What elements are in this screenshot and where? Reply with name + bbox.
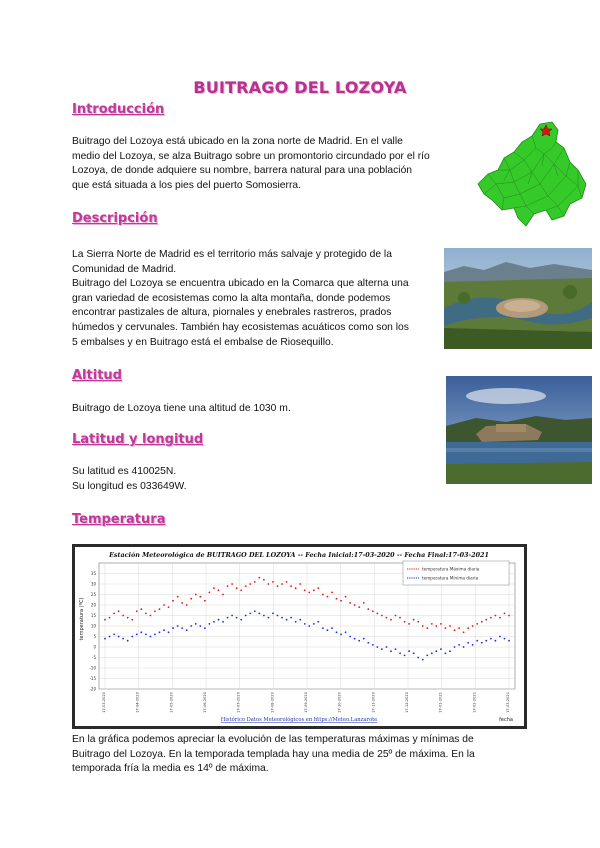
chart-point-max <box>277 585 279 587</box>
chart-point-max <box>340 600 342 602</box>
chart-legend <box>403 561 509 585</box>
chart-point-min <box>327 629 329 631</box>
chart-x-tick-label: 17-07-2020 <box>236 692 241 713</box>
chart-point-max <box>222 594 224 596</box>
chart-point-max <box>304 589 306 591</box>
chart-point-min <box>413 652 415 654</box>
text-line: temporada fría la media es 14º de máxima. <box>72 763 269 775</box>
temperature-chart <box>72 544 527 729</box>
chart-title: Estación Meteorológica de BUITRAGO DEL LOZOYA -- Fecha Inicial:17-03-2020 -- Fecha Final:17-03-2021 <box>109 551 489 559</box>
chart-point-max <box>386 617 388 619</box>
chart-point-min <box>163 629 165 631</box>
chart-point-max <box>376 613 378 615</box>
reservoir-castle-photo <box>446 376 592 484</box>
chart-point-max <box>177 596 179 598</box>
chart-x-tick-label: 17-11-2020 <box>371 692 376 713</box>
chart-point-max <box>245 585 247 587</box>
chart-y-tick-label: -10 <box>89 665 96 671</box>
chart-point-max <box>345 596 347 598</box>
heading-altitud: Altitud <box>72 368 122 383</box>
chart-point-max <box>136 610 138 612</box>
chart-point-min <box>435 650 437 652</box>
chart-point-min <box>449 650 451 652</box>
chart-legend-label: temperatura Mínima diaria <box>422 575 479 581</box>
chart-point-max <box>490 617 492 619</box>
chart-point-min <box>277 615 279 617</box>
chart-point-min <box>358 640 360 642</box>
chart-point-max <box>354 604 356 606</box>
heading-temperatura: Temperatura <box>72 512 166 527</box>
chart-x-tick-label: 17-09-2020 <box>304 692 308 713</box>
chart-point-max <box>149 615 151 617</box>
chart-point-max <box>258 577 260 579</box>
chart-point-max <box>290 585 292 587</box>
chart-point-min <box>113 634 115 636</box>
chart-point-min <box>272 613 274 615</box>
chart-point-max <box>358 606 360 608</box>
chart-point-min <box>286 619 288 621</box>
chart-point-min <box>240 619 242 621</box>
chart-point-min <box>440 648 442 650</box>
chart-point-max <box>131 619 133 621</box>
chart-point-min <box>399 652 401 654</box>
chart-point-max <box>472 625 474 627</box>
chart-point-max <box>399 617 401 619</box>
chart-x-tick-label: 17-02-2021 <box>472 692 477 713</box>
chart-point-max <box>317 587 319 589</box>
chart-point-min <box>481 642 483 644</box>
chart-point-max <box>313 589 315 591</box>
chart-source-link[interactable]: Histórico Datos Meteorológicos en https://Meteo.Lanzarote <box>220 717 378 723</box>
chart-point-min <box>445 652 447 654</box>
chart-point-min <box>122 638 124 640</box>
chart-point-max <box>268 583 270 585</box>
text-line: que está situada a los pies del puerto Somosierra. <box>72 179 301 191</box>
chart-point-min <box>317 621 319 623</box>
chart-point-max <box>254 581 256 583</box>
chart-point-max <box>140 608 142 610</box>
chart-point-min <box>249 613 251 615</box>
chart-point-max <box>249 583 251 585</box>
text-line: Comunidad de Madrid. <box>72 263 177 275</box>
chart-point-max <box>390 619 392 621</box>
chart-point-min <box>313 623 315 625</box>
text-line: Buitrago de Lozoya tiene una altitud de 1030 m. <box>72 403 291 414</box>
chart-point-max <box>186 604 188 606</box>
heading-descripcion: Descripción <box>72 211 158 226</box>
chart-point-min <box>304 623 306 625</box>
chart-point-max <box>463 631 465 633</box>
chart-point-max <box>240 589 242 591</box>
chart-point-max <box>336 598 338 600</box>
chart-x-tick-label: 17-06-2020 <box>203 692 207 713</box>
chart-point-max <box>118 610 120 612</box>
chart-point-min <box>494 640 496 642</box>
chart-point-min <box>376 646 378 648</box>
chart-point-max <box>195 594 197 596</box>
heading-introduccion: Introducción <box>72 102 165 117</box>
chart-point-max <box>445 627 447 629</box>
chart-point-max <box>163 604 165 606</box>
chart-point-min <box>209 623 211 625</box>
chart-point-min <box>472 644 474 646</box>
chart-point-max <box>286 581 288 583</box>
chart-y-tick-label: -20 <box>89 686 96 692</box>
chart-point-max <box>236 587 238 589</box>
chart-point-min <box>386 646 388 648</box>
chart-point-max <box>145 613 147 615</box>
chart-point-min <box>322 627 324 629</box>
chart-point-min <box>227 617 229 619</box>
chart-point-max <box>299 583 301 585</box>
chart-point-min <box>140 631 142 633</box>
chart-x-tick-label: 17-08-2020 <box>270 692 275 713</box>
chart-point-max <box>408 623 410 625</box>
chart-point-max <box>426 627 428 629</box>
chart-point-min <box>467 642 469 644</box>
chart-y-tick-label: 0 <box>93 644 96 650</box>
chart-point-min <box>231 615 233 617</box>
chart-point-max <box>440 623 442 625</box>
chart-point-max <box>218 589 220 591</box>
paragraph-descripcion <box>72 248 409 350</box>
chart-x-tick-label: 17-12-2020 <box>405 692 409 713</box>
chart-point-min <box>381 648 383 650</box>
chart-point-min <box>281 617 283 619</box>
chart-point-max <box>481 621 483 623</box>
chart-legend-label: temperatura Máxima diaria <box>422 566 480 572</box>
chart-x-tick-label: 17-04-2020 <box>135 692 140 713</box>
chart-point-min <box>417 657 419 659</box>
text-line: encontrar pastizales de altura, piornales y enebrales rastreros, prados <box>72 307 392 319</box>
chart-point-min <box>404 655 406 657</box>
chart-point-max <box>422 625 424 627</box>
chart-point-max <box>113 613 115 615</box>
chart-point-min <box>476 640 478 642</box>
text-line: La Sierra Norte de Madrid es el territorio más salvaje y protegido de la <box>72 249 392 260</box>
text-line: En la gráfica podemos apreciar la evolución de las temperaturas máximas y mínimas de <box>72 734 474 745</box>
text-line: Buitrago del Lozoya está ubicado en la zona norte de Madrid. En el valle <box>72 136 403 147</box>
chart-y-tick-label: 25 <box>90 592 96 597</box>
chart-y-axis-label: temperatura (ºC) <box>79 597 85 641</box>
chart-point-min <box>422 659 424 661</box>
chart-point-max <box>458 627 460 629</box>
chart-point-max <box>372 610 374 612</box>
chart-point-max <box>281 583 283 585</box>
chart-point-min <box>345 631 347 633</box>
chart-point-max <box>363 602 365 604</box>
chart-point-min <box>349 636 351 638</box>
chart-point-min <box>190 625 192 627</box>
chart-y-tick-label: 30 <box>90 581 96 587</box>
chart-point-max <box>499 617 501 619</box>
chart-point-max <box>181 602 183 604</box>
chart-point-min <box>145 634 147 636</box>
chart-point-max <box>349 602 351 604</box>
chart-point-min <box>331 627 333 629</box>
chart-point-max <box>209 592 211 594</box>
chart-point-max <box>109 617 111 619</box>
chart-point-max <box>159 608 161 610</box>
chart-point-min <box>336 631 338 633</box>
chart-point-max <box>504 613 506 615</box>
chart-point-max <box>168 606 170 608</box>
chart-x-axis-label: fecha <box>499 717 513 723</box>
chart-point-max <box>231 583 233 585</box>
chart-point-max <box>508 615 510 617</box>
paragraph-latitud-longitud <box>72 465 187 494</box>
chart-point-min <box>159 631 161 633</box>
text-line: Lozoya, de donde adquiere su nombre, barrera natural para una población <box>72 165 413 177</box>
chart-point-max <box>381 615 383 617</box>
chart-y-tick-label: 15 <box>90 613 96 618</box>
chart-x-tick-label: 17-10-2020 <box>337 692 342 713</box>
madrid-map-image <box>474 118 592 230</box>
chart-point-min <box>263 615 265 617</box>
town-aerial-photo <box>444 248 592 349</box>
heading-latitud-longitud: Latitud y longitud <box>72 432 204 447</box>
chart-y-tick-label: 35 <box>90 571 96 576</box>
chart-point-max <box>476 623 478 625</box>
chart-point-min <box>395 648 397 650</box>
chart-point-min <box>408 650 410 652</box>
chart-point-max <box>395 615 397 617</box>
chart-point-min <box>118 636 120 638</box>
chart-point-min <box>268 617 270 619</box>
chart-point-max <box>172 600 174 602</box>
chart-point-min <box>104 638 106 640</box>
chart-point-min <box>177 625 179 627</box>
chart-point-min <box>499 636 501 638</box>
chart-point-max <box>322 594 324 596</box>
chart-point-max <box>227 585 229 587</box>
chart-point-max <box>331 592 333 594</box>
chart-point-max <box>413 619 415 621</box>
chart-point-min <box>127 640 129 642</box>
text-line: Su latitud es 410025N. <box>72 466 177 477</box>
chart-point-max <box>449 625 451 627</box>
chart-point-min <box>222 621 224 623</box>
chart-point-min <box>367 642 369 644</box>
chart-point-min <box>463 646 465 648</box>
paragraph-temperatura <box>72 733 475 777</box>
chart-point-max <box>204 600 206 602</box>
chart-point-min <box>490 638 492 640</box>
chart-point-min <box>168 631 170 633</box>
text-line: 5 embalses y en Buitrago está el embalse de Riosequillo. <box>72 336 334 348</box>
chart-point-min <box>109 636 111 638</box>
chart-point-min <box>363 638 365 640</box>
chart-point-max <box>435 625 437 627</box>
chart-point-min <box>236 617 238 619</box>
text-line: gran variedad de ecosistemas como la alta montaña, donde podemos <box>72 292 391 304</box>
chart-y-tick-label: 20 <box>90 602 96 608</box>
chart-point-min <box>308 625 310 627</box>
text-line: húmedos y cervunales. También hay ecosistemas acuáticos como son los <box>72 321 409 333</box>
chart-x-tick-label: 17-03-2020 <box>102 692 106 713</box>
chart-point-max <box>127 617 129 619</box>
chart-point-min <box>136 634 138 636</box>
chart-point-min <box>254 610 256 612</box>
paragraph-introduccion <box>72 135 430 193</box>
chart-point-min <box>181 627 183 629</box>
page-title: BUITRAGO DEL LOZOYA <box>193 78 407 97</box>
chart-point-min <box>354 638 356 640</box>
chart-point-max <box>190 598 192 600</box>
chart-point-max <box>485 619 487 621</box>
text-line: Su longitud es 033649W. <box>72 480 187 492</box>
chart-point-min <box>299 619 301 621</box>
temperature-chart-svg <box>75 547 524 726</box>
text-line: Buitrago del Lozoya se encuentra ubicado en la Comarca que alterna una <box>72 278 409 290</box>
chart-point-max <box>417 621 419 623</box>
chart-point-min <box>340 634 342 636</box>
chart-x-tick-label: 17-05-2020 <box>169 692 174 713</box>
chart-point-min <box>295 621 297 623</box>
chart-point-min <box>508 640 510 642</box>
chart-point-min <box>504 638 506 640</box>
chart-point-max <box>104 619 106 621</box>
chart-point-max <box>431 623 433 625</box>
chart-point-max <box>272 581 274 583</box>
chart-point-max <box>295 587 297 589</box>
chart-point-max <box>122 615 124 617</box>
chart-point-max <box>454 629 456 631</box>
chart-y-tick-label: -5 <box>92 655 96 660</box>
chart-point-min <box>426 655 428 657</box>
chart-point-max <box>404 621 406 623</box>
chart-point-min <box>213 621 215 623</box>
chart-y-tick-label: -15 <box>89 676 96 681</box>
paragraph-altitud <box>72 402 291 417</box>
chart-point-min <box>131 636 133 638</box>
chart-x-tick-label: 17-03-2021 <box>506 692 510 713</box>
chart-point-min <box>199 625 201 627</box>
chart-x-tick-label: 17-01-2021 <box>438 692 443 713</box>
chart-y-tick-label: 10 <box>90 623 96 629</box>
chart-point-min <box>245 615 247 617</box>
chart-point-min <box>218 619 220 621</box>
chart-point-min <box>454 646 456 648</box>
text-line: medio del Lozoya, se alza Buitrago sobre un promontorio circundado por el río <box>72 150 430 162</box>
chart-point-min <box>172 627 174 629</box>
chart-point-min <box>372 644 374 646</box>
chart-point-min <box>204 627 206 629</box>
chart-point-max <box>494 615 496 617</box>
chart-point-max <box>327 596 329 598</box>
chart-point-min <box>195 623 197 625</box>
chart-point-min <box>458 644 460 646</box>
chart-point-max <box>199 596 201 598</box>
chart-point-min <box>485 640 487 642</box>
chart-point-min <box>149 636 151 638</box>
chart-point-max <box>467 627 469 629</box>
chart-y-tick-label: 5 <box>93 634 96 639</box>
chart-point-min <box>390 650 392 652</box>
chart-point-min <box>290 617 292 619</box>
chart-point-max <box>154 610 156 612</box>
chart-point-min <box>258 613 260 615</box>
chart-point-min <box>186 629 188 631</box>
chart-point-min <box>154 634 156 636</box>
text-line: Buitrago del Lozoya. En la temporada templada hay una media de 25º de máxima. En la <box>72 748 475 760</box>
chart-point-max <box>213 587 215 589</box>
chart-point-max <box>308 592 310 594</box>
chart-point-max <box>367 608 369 610</box>
chart-point-max <box>263 579 265 581</box>
chart-point-min <box>431 652 433 654</box>
